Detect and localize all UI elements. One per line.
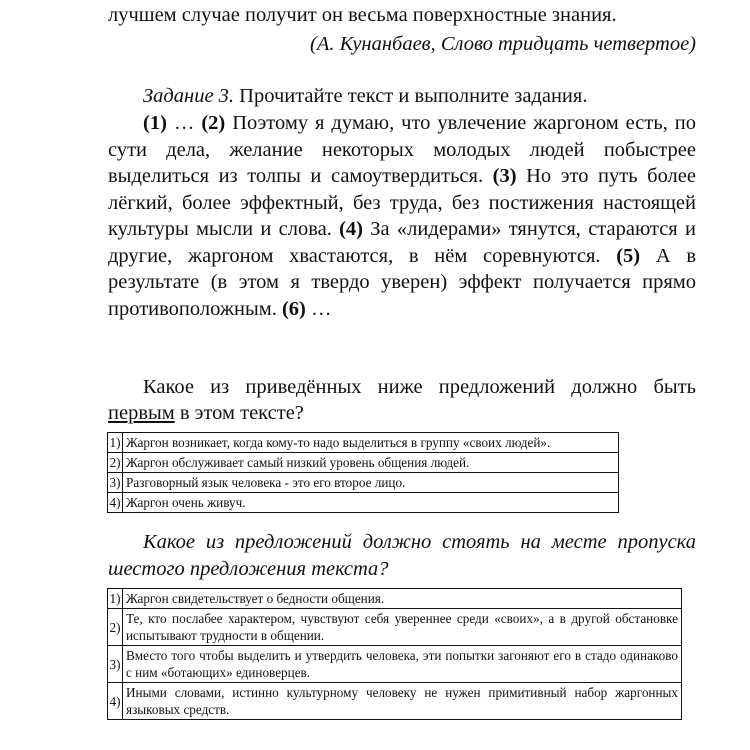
sentence-5-number: (5) <box>616 244 641 267</box>
sentence-1-gap: … <box>166 112 202 134</box>
option-number: 2) <box>108 609 123 646</box>
question-2-options <box>107 588 682 720</box>
option-number: 1) <box>108 433 123 453</box>
sentence-5-text: А в результате (в этом я твердо уверен) эффект получается прямо противоположным. <box>108 244 697 320</box>
task3-instruction: Прочитайте текст и выполните задания. <box>239 85 588 107</box>
option-row[interactable] <box>108 493 619 513</box>
question-1-tail: в этом тексте? <box>174 402 304 424</box>
sentence-2-number: (2) <box>201 112 226 134</box>
question-2-text: Какое из предложений должно стоять на месте пропуска шестого предложения текста? <box>108 531 696 580</box>
sentence-4-number: (4) <box>339 218 364 240</box>
option-number: 4) <box>108 683 123 720</box>
option-text: Жаргон обслуживает самый низкий уровень общения людей. <box>123 453 619 473</box>
option-row[interactable] <box>108 433 619 453</box>
option-row[interactable] <box>108 453 619 473</box>
option-text: Вместо того чтобы выделить и утвердить человека, эти попытки загоняют его в стадо одинаково с ним «ботающих» единоверцев. <box>123 646 682 683</box>
attribution: (А. Кунанбаев, Слово тридцать четвертое) <box>310 33 696 55</box>
option-text: Разговорный язык человека - это его второе лицо. <box>123 473 619 493</box>
sentence-1-number: (1) <box>143 112 167 134</box>
option-number: 3) <box>108 473 123 493</box>
sentence-6-number: (6) <box>281 297 306 320</box>
option-number: 3) <box>108 646 123 683</box>
option-text: Жаргон свидетельствует о бедности общения. <box>123 589 682 609</box>
previous-text-last-line: лучшем случае получит он весьма поверхностные знания. <box>108 4 617 26</box>
sentence-3-text: Но это путь более лёгкий, более эффектный, без труда, без постижения настоящей культуры мысли и слова. <box>108 165 696 240</box>
sentence-2-text: Поэтому я думаю, что увлечение жаргоном есть, по сути дела, желание некоторых молодых людей побыстрее выделиться из толпы и самоутвердиться. <box>108 112 696 187</box>
option-row[interactable] <box>108 646 682 683</box>
sentence-6-gap: … <box>305 297 332 320</box>
task3-passage <box>108 110 696 322</box>
question-1-options <box>107 432 619 513</box>
option-text: Жаргон очень живуч. <box>123 493 619 513</box>
task3-heading <box>143 86 587 107</box>
sentence-4-text: За «лидерами» тянутся, стараются и другие, жаргоном хвастаются, в нём соревнуются. <box>108 218 696 267</box>
sentence-3-number: (3) <box>492 165 517 187</box>
question-1-keyword: первым <box>108 402 175 424</box>
option-number: 4) <box>108 493 123 513</box>
option-row[interactable] <box>108 473 619 493</box>
option-text: Иными словами, истинно культурному человеку не нужен примитивный набор жаргонных языковых средств. <box>123 683 682 720</box>
option-number: 2) <box>108 453 123 473</box>
option-text: Те, кто послабее характером, чувствуют себя увереннее среди «своих», а в другой обстановке испытывают трудности в общении. <box>123 609 682 646</box>
question-1-line-2 <box>108 403 304 424</box>
option-row[interactable] <box>108 589 682 609</box>
option-row[interactable] <box>108 609 682 646</box>
question-1-line-1: Какое из приведённых ниже предложений должно быть <box>143 376 696 398</box>
option-row[interactable] <box>108 683 682 720</box>
option-number: 1) <box>108 589 123 609</box>
option-text: Жаргон возникает, когда кому-то надо выделиться в группу «своих людей». <box>123 433 619 453</box>
task3-label: Задание 3. <box>143 85 235 107</box>
